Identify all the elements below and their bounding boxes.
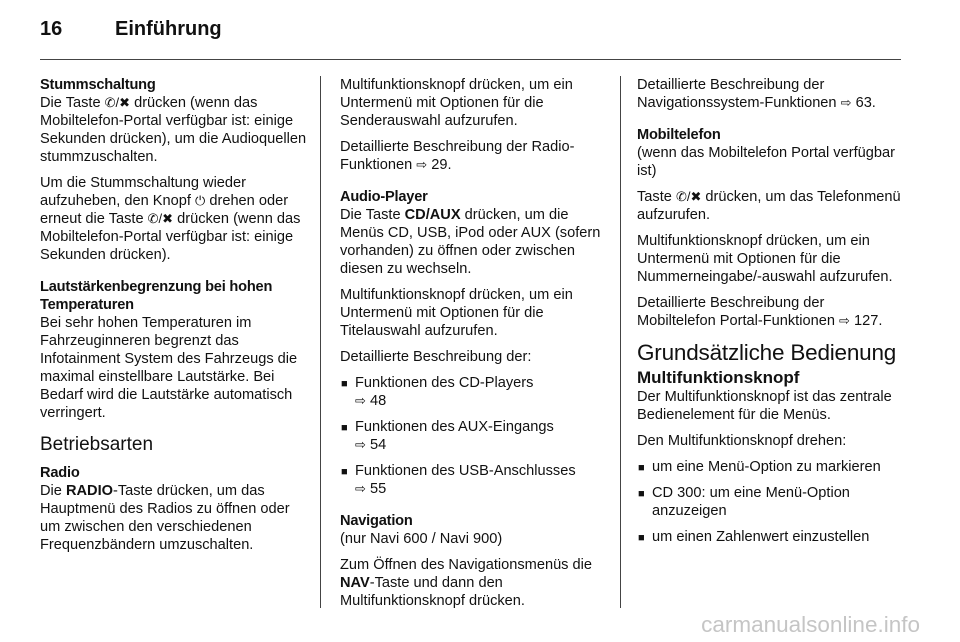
key-label: RADIO bbox=[65, 483, 113, 499]
reference-arrow-icon: ⇨ bbox=[840, 95, 852, 110]
column-divider bbox=[320, 76, 321, 608]
list-item: ■ Funktionen des CD-Players ⇨ 48 bbox=[340, 374, 605, 410]
reference-arrow-icon: ⇨ bbox=[839, 313, 850, 328]
watermark: carmanualsonline.info bbox=[701, 612, 920, 637]
paragraph: Detaillierte Beschreibung der Navigationssystem-Funktionen ⇨ 63. bbox=[637, 77, 876, 111]
reference-arrow-icon: ⇨ bbox=[355, 393, 366, 408]
list-item: ■ um einen Zahlenwert einzustellen bbox=[637, 528, 903, 546]
heading-mobiltelefon: Mobiltelefon bbox=[637, 127, 721, 143]
paragraph: (wenn das Mobiltelefon Portal verfügbar ist) bbox=[637, 145, 895, 179]
phone-mute-icon: ✆/✖ bbox=[675, 189, 702, 204]
paragraph: Um die Stummschaltung wieder aufzuheben, den Knopf ⏻ drehen oder erneut die Taste ✆/✖ drücken (wenn das Mobiltelefon-Portal verfügbar ist: einige Sekunden drücken). bbox=[40, 175, 301, 263]
paragraph: Der Multifunktionsknopf ist das zentrale Bedienelement für die Menüs. bbox=[637, 389, 892, 423]
power-knob-icon: ⏻ bbox=[195, 193, 206, 208]
paragraph: Taste ✆/✖ drücken, um das Telefonmenü aufzurufen. bbox=[637, 189, 901, 223]
feature-list bbox=[637, 458, 903, 546]
paragraph: Die Taste ✆/✖ drücken (wenn das Mobiltelefon-Portal verfügbar ist: einige Sekunden drücken), um die Audioquellen stummzuschalten. bbox=[40, 95, 307, 165]
list-item: ■ Funktionen des USB-Anschlusses ⇨ 55 bbox=[340, 462, 605, 498]
paragraph: Detaillierte Beschreibung der: bbox=[340, 349, 532, 365]
paragraph: Multifunktionsknopf drücken, um ein Untermenü mit Optionen für die Nummerneingabe/-auswahl aufzurufen. bbox=[637, 233, 893, 285]
heading-radio: Radio bbox=[40, 465, 80, 481]
paragraph: Den Multifunktionsknopf drehen: bbox=[637, 433, 847, 449]
paragraph: Die Taste CD/AUX drücken, um die Menüs CD, USB, iPod oder AUX (sofern vorhanden) zu öffnen oder zwischen diesen zu wechseln. bbox=[340, 207, 601, 277]
page-reference[interactable]: 127. bbox=[853, 313, 883, 329]
column-middle bbox=[340, 76, 605, 618]
page-number: 16 bbox=[40, 18, 63, 40]
heading-stummschaltung: Stummschaltung bbox=[40, 77, 156, 93]
list-item: ■ um eine Menü-Option zu markieren bbox=[637, 458, 903, 476]
paragraph: Detaillierte Beschreibung der Mobiltelefon Portal-Funktionen ⇨ 127. bbox=[637, 295, 883, 329]
header-rule bbox=[40, 59, 901, 60]
heading-betriebsarten: Betriebsarten bbox=[40, 434, 154, 455]
paragraph: Multifunktionsknopf drücken, um ein Untermenü mit Optionen für die Senderauswahl aufzurufen. bbox=[340, 77, 573, 129]
paragraph: (nur Navi 600 / Navi 900) bbox=[340, 531, 503, 547]
heading-lautstaerkenbegrenzung: Lautstärkenbegrenzung bei hohen Temperaturen bbox=[40, 279, 273, 313]
column-right bbox=[637, 76, 903, 554]
feature-list bbox=[340, 374, 605, 498]
paragraph: Zum Öffnen des Navigationsmenüs die NAV-Taste und dann den Multifunktionsknopf drücken. bbox=[340, 557, 593, 609]
column-left bbox=[40, 76, 308, 562]
heading-multifunktionsknopf: Multifunktionsknopf bbox=[637, 368, 800, 387]
paragraph: Die RADIO-Taste drücken, um das Hauptmenü des Radios zu öffnen oder um zwischen den verschiedenen Frequenzbändern umzuschalten. bbox=[40, 483, 290, 553]
reference-arrow-icon: ⇨ bbox=[355, 481, 366, 496]
page-reference[interactable]: 63. bbox=[855, 95, 876, 111]
page-reference[interactable]: 55 bbox=[369, 481, 387, 497]
page-header bbox=[40, 18, 900, 62]
page-title: Einführung bbox=[115, 18, 222, 40]
paragraph: Detaillierte Beschreibung der Radio-Funktionen ⇨ 29. bbox=[340, 139, 575, 173]
phone-mute-icon: ✆/✖ bbox=[147, 211, 174, 226]
heading-navigation: Navigation bbox=[340, 513, 413, 529]
key-label: NAV bbox=[340, 575, 370, 591]
heading-audio-player: Audio-Player bbox=[340, 189, 428, 205]
page-reference[interactable]: 48 bbox=[369, 393, 387, 409]
paragraph: Bei sehr hohen Temperaturen im Fahrzeuginneren begrenzt das Infotainment System des Fahrzeugs die maximal einstellbare Lautstärke. Bei Bedarf wird die Lautstärke automatisch verringert. bbox=[40, 315, 298, 421]
reference-arrow-icon: ⇨ bbox=[416, 157, 428, 172]
list-item: ■ CD 300: um eine Menü-Option anzuzeigen bbox=[637, 484, 903, 520]
paragraph: Multifunktionsknopf drücken, um ein Untermenü mit Optionen für die Titelauswahl aufzurufen. bbox=[340, 287, 573, 339]
key-label: CD/AUX bbox=[404, 207, 461, 223]
column-divider bbox=[620, 76, 621, 608]
page-reference[interactable]: 29. bbox=[431, 157, 452, 173]
heading-grundsaetzliche-bedienung: Grundsätzliche Bedienung bbox=[637, 340, 897, 365]
list-item: ■ Funktionen des AUX-Eingangs ⇨ 54 bbox=[340, 418, 605, 454]
reference-arrow-icon: ⇨ bbox=[355, 437, 366, 452]
phone-mute-icon: ✆/✖ bbox=[104, 95, 131, 110]
page-reference[interactable]: 54 bbox=[369, 437, 387, 453]
